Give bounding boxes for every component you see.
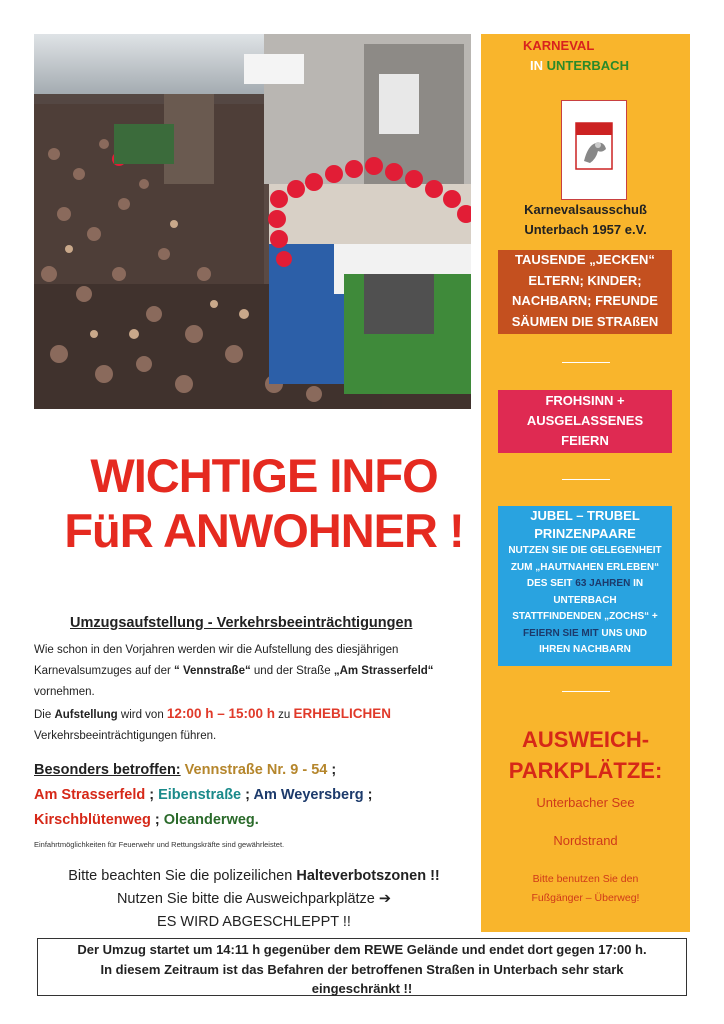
- club-crest-icon: [562, 101, 626, 199]
- paragraph-1: [34, 640, 474, 703]
- box2-line: FROHSINN +: [545, 393, 625, 408]
- parade-photo: [34, 34, 471, 409]
- section-subtitle: Umzugsaufstellung - Verkehrsbeeinträchtigungen: [70, 615, 413, 631]
- alt-parking-heading: [481, 724, 690, 786]
- street-am-strasserfeld: „Am Strasserfeld“: [333, 665, 434, 677]
- p2-erheblichen: ERHEBLICHEN: [293, 706, 392, 721]
- street-item: Am Strasserfeld: [34, 787, 146, 803]
- alt-parking-line: PARKPLÄTZE:: [508, 758, 663, 783]
- parking-notice: [34, 865, 474, 934]
- street-vennstrasse: “ Vennstraße“: [174, 665, 251, 677]
- parking-location-2: Nordstrand: [553, 833, 618, 848]
- emergency-access-note: Einfahrtmöglichkeiten für Feuerwehr und Rettungskräfte sind gewährleistet.: [34, 840, 285, 849]
- crosswalk-hint: [481, 870, 690, 908]
- organizer-line-2: Unterbach 1957 e.V.: [524, 222, 647, 237]
- street-item: Vennstraße Nr. 9 - 54: [184, 762, 328, 778]
- main-headline: [34, 448, 494, 558]
- box3-line: [498, 626, 672, 643]
- headline-line-2: FüR ANWOHNER !: [64, 504, 464, 557]
- box3-line: ZUM „HAUTNAHEN ERLEBEN“: [510, 561, 660, 573]
- club-logo: [561, 100, 627, 200]
- paragraph-2: [34, 703, 474, 747]
- box3-line: NUTZEN SIE DIE GELEGENHEIT: [508, 545, 662, 556]
- box3-heading: [498, 506, 672, 543]
- info-paragraph: [34, 640, 474, 747]
- p2-aufstellung: Aufstellung: [54, 709, 118, 721]
- affected-streets: Besonders betroffen: Vennstraße Nr. 9 - 54 ; Am Strasserfeld ; Eibenstraße ; Am Weyersberg ; Kirschblütenweg ; Oleanderweg.: [34, 762, 373, 828]
- p2-text: Die: [34, 709, 55, 721]
- p1-text: Wie schon in den Vorjahren werden wir die Aufstellung des diesjährigen Karnevalsumzuges auf der: [34, 644, 399, 677]
- no-parking-zones: Halteverbotszonen !!: [296, 868, 440, 884]
- jubel-message-box: [498, 506, 672, 666]
- street-item: Oleanderweg.: [163, 812, 259, 828]
- parade-schedule-box: [37, 938, 687, 996]
- towing-warning: ES WIRD ABGESCHLEPPT !!: [157, 914, 351, 930]
- box3-celebrate: FEIERN SIE MIT: [523, 627, 599, 639]
- notice-line-1: [34, 865, 474, 888]
- box3-heading-line: PRINZENPAARE: [534, 526, 636, 541]
- organizer-name: [481, 200, 690, 240]
- box1-line: TAUSENDE „JECKEN“: [515, 252, 655, 267]
- alt-parking-line: AUSWEICH-: [521, 727, 650, 752]
- hint-line: Fußgänger – Überweg!: [531, 892, 640, 904]
- box3-body: [498, 543, 672, 659]
- headline-line-1: WICHTIGE INFO: [90, 449, 438, 502]
- p1-text: und der Straße: [250, 665, 334, 677]
- footer-line: Der Umzug startet um 14:11 h gegenüber dem REWE Gelände und endet dort gegen 17:00 h.: [77, 942, 647, 957]
- box3-line: STATTFINDENDEN „ZOCHS“ +: [512, 611, 658, 622]
- sidebar-title-in: IN: [530, 58, 543, 73]
- parking-location-1: Unterbacher See: [536, 795, 635, 810]
- divider: [562, 691, 610, 692]
- box1-line: NACHBARN; FREUNDE: [512, 293, 658, 308]
- p1-text: vornehmen.: [34, 686, 95, 698]
- notice-line-2: Nutzen Sie bitte die Ausweichparkplätze ➔: [116, 891, 392, 907]
- box3-text: UNS UND: [598, 627, 647, 639]
- box3-line: [498, 576, 672, 593]
- sidebar-title-karneval: KARNEVAL: [523, 38, 595, 53]
- sidebar-title-place: [530, 58, 629, 73]
- footer-line: eingeschränkt !!: [311, 981, 413, 996]
- box3-years: 63 JAHREN: [575, 578, 631, 589]
- box1-line: SÄUMEN DIE STRAßEN: [511, 313, 659, 329]
- divider: [562, 362, 610, 363]
- street-item: Eibenstraße: [158, 787, 242, 803]
- box3-text: DES SEIT: [526, 578, 576, 589]
- footer-line: In diesem Zeitraum ist das Befahren der betroffenen Straßen in Unterbach sehr stark: [100, 961, 624, 977]
- sidebar-title-unterbach: UNTERBACH: [546, 58, 629, 73]
- p2-text: Verkehrsbeeinträchtigungen führen.: [34, 730, 217, 742]
- hint-line: Bitte benutzen Sie den: [532, 873, 639, 885]
- box1-line: ELTERN; KINDER;: [528, 272, 642, 288]
- p2-text: wird von: [117, 709, 167, 721]
- info-sidebar: [481, 34, 690, 932]
- street-item: Kirschblütenweg: [34, 812, 151, 828]
- box3-text: IN: [630, 578, 644, 589]
- time-range: 12:00 h – 15:00 h: [166, 706, 275, 721]
- crowd-message-box: [498, 250, 672, 334]
- box2-line: AUSGELASSENES: [526, 413, 644, 428]
- fun-message-box: [498, 390, 672, 453]
- notice-text: Bitte beachten Sie die polizeilichen: [68, 868, 297, 884]
- organizer-line-1: Karnevalsausschuß: [524, 202, 647, 217]
- box2-line: FEIERN: [561, 433, 609, 448]
- divider: [562, 479, 610, 480]
- p2-text: zu: [274, 709, 294, 721]
- affected-label: Besonders betroffen:: [34, 762, 181, 778]
- street-item: Am Weyersberg: [253, 787, 364, 803]
- box3-line: IHREN NACHBARN: [539, 644, 631, 655]
- box3-heading-line: JUBEL – TRUBEL: [530, 508, 640, 523]
- box3-line: UNTERBACH: [553, 594, 617, 606]
